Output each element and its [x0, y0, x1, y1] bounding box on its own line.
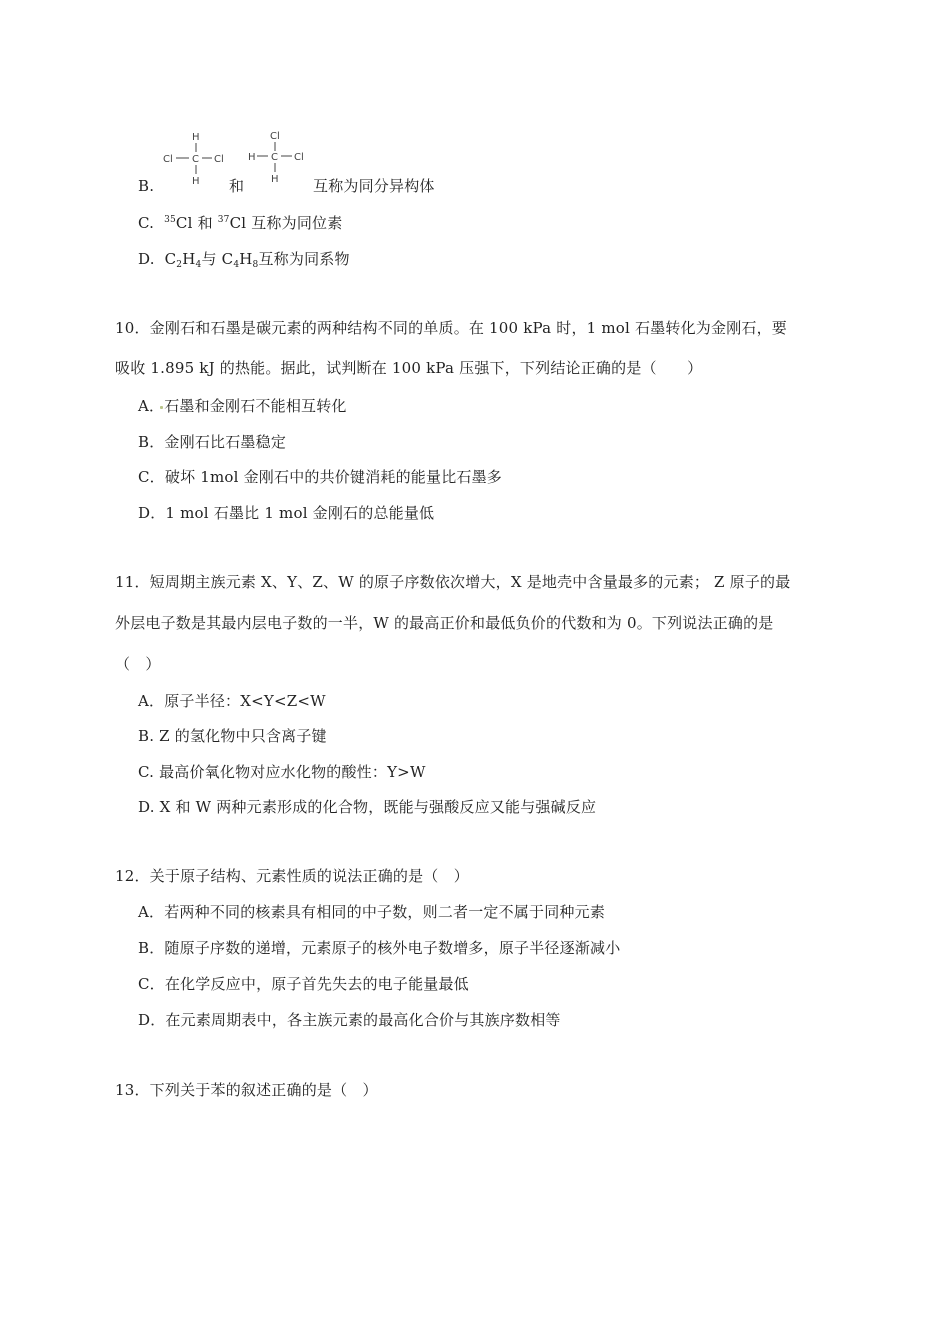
q12-option-b: B．随原子序数的递增，元素原子的核外电子数增多，原子半径逐渐减小: [138, 939, 621, 957]
isotope-mass-37: 37: [217, 215, 230, 225]
formula-part: C: [164, 250, 177, 268]
dichloromethane-structure-1: [160, 128, 230, 190]
q10-option-b: B．金刚石比石墨稳定: [138, 433, 287, 451]
mol2-right-atom: Cl: [294, 152, 304, 163]
q9-option-b-letter: B.: [138, 177, 155, 195]
formula-part: H: [239, 250, 253, 268]
mol1-top-atom: H: [192, 132, 200, 143]
formula-subscript: 4: [233, 260, 240, 270]
mol2-top-atom: Cl: [270, 131, 280, 142]
q11-option-c: C. 最高价氧化物对应水化物的酸性：Y>W: [138, 763, 426, 781]
q9-option-b: [138, 176, 154, 196]
q11-option-a: A．原子半径：X<Y<Z<W: [138, 692, 326, 710]
q9-option-c-text1: Cl 和: [175, 214, 218, 232]
mol2-bottom-atom: H: [271, 174, 279, 185]
formula-part: 互称为同系物: [258, 250, 350, 268]
q10-option-c: C．破坏 1mol 金刚石中的共价键消耗的能量比石墨多: [138, 468, 503, 486]
q10-stem-line1: 10．金刚石和石墨是碳元素的两种结构不同的单质。在 100 kPa 时，1 mol 石墨转化为金刚石，要: [115, 319, 788, 337]
mol1-center-atom: C: [192, 154, 199, 165]
q12-option-a: A．若两种不同的核素具有相同的中子数，则二者一定不属于同种元素: [138, 903, 606, 921]
q11-option-d: D. X 和 W 两种元素形成的化合物，既能与强酸反应又能与强碱反应: [138, 798, 597, 816]
mol2-left-atom: H: [248, 152, 256, 163]
q10-stem-line2: 吸收 1.895 kJ 的热能。据此，试判断在 100 kPa 压强下，下列结论正确的是（ ）: [115, 359, 703, 377]
q9-option-b-text: 互称为同分异构体: [313, 177, 435, 195]
dichloromethane-structure-2: [244, 126, 314, 188]
formula-subscript: 4: [195, 260, 202, 270]
q11-option-b: B. Z 的氢化物中只含离子键: [138, 727, 327, 745]
q13-stem: 13．下列关于苯的叙述正确的是（ ）: [115, 1081, 378, 1099]
mol1-left-atom: Cl: [163, 154, 173, 165]
formula-subscript: 2: [176, 260, 183, 270]
q12-option-d: D．在元素周期表中，各主族元素的最高化合价与其族序数相等: [138, 1011, 561, 1029]
q11-stem-line2: 外层电子数是其最内层电子数的一半，W 的最高正价和最低负价的代数和为 0。下列说法正确的是: [115, 614, 774, 632]
mol2-center-atom: C: [271, 152, 278, 163]
q12-option-c: C．在化学反应中，原子首先失去的电子能量最低: [138, 975, 469, 993]
q12-stem: 12．关于原子结构、元素性质的说法正确的是（ ）: [115, 867, 469, 885]
q9-option-c: [138, 213, 342, 233]
formula-subscript: 8: [252, 260, 259, 270]
q9-option-c-text2: Cl 互称为同位素: [229, 214, 343, 232]
q9-option-d-letter: D.: [138, 250, 155, 268]
isotope-mass-35: 35: [164, 215, 176, 225]
q11-stem-line3: （ ）: [115, 655, 161, 673]
q9-option-d: [138, 249, 350, 269]
formula-part: 与 C: [201, 250, 234, 268]
q10-option-d: D．1 mol 石墨比 1 mol 金刚石的总能量低: [138, 504, 435, 522]
formula-part: H: [182, 250, 196, 268]
mol1-right-atom: Cl: [214, 154, 224, 165]
q9-option-c-letter: C.: [138, 214, 155, 232]
q9-option-b-and: 和: [229, 177, 245, 195]
mol1-bottom-atom: H: [192, 176, 200, 187]
q10-option-a: A．石墨和金刚石不能相互转化: [138, 397, 347, 415]
q11-stem-line1: 11．短周期主族元素 X、Y、Z、W 的原子序数依次增大，X 是地壳中含量最多的元素； Z 原子的最: [115, 573, 791, 591]
